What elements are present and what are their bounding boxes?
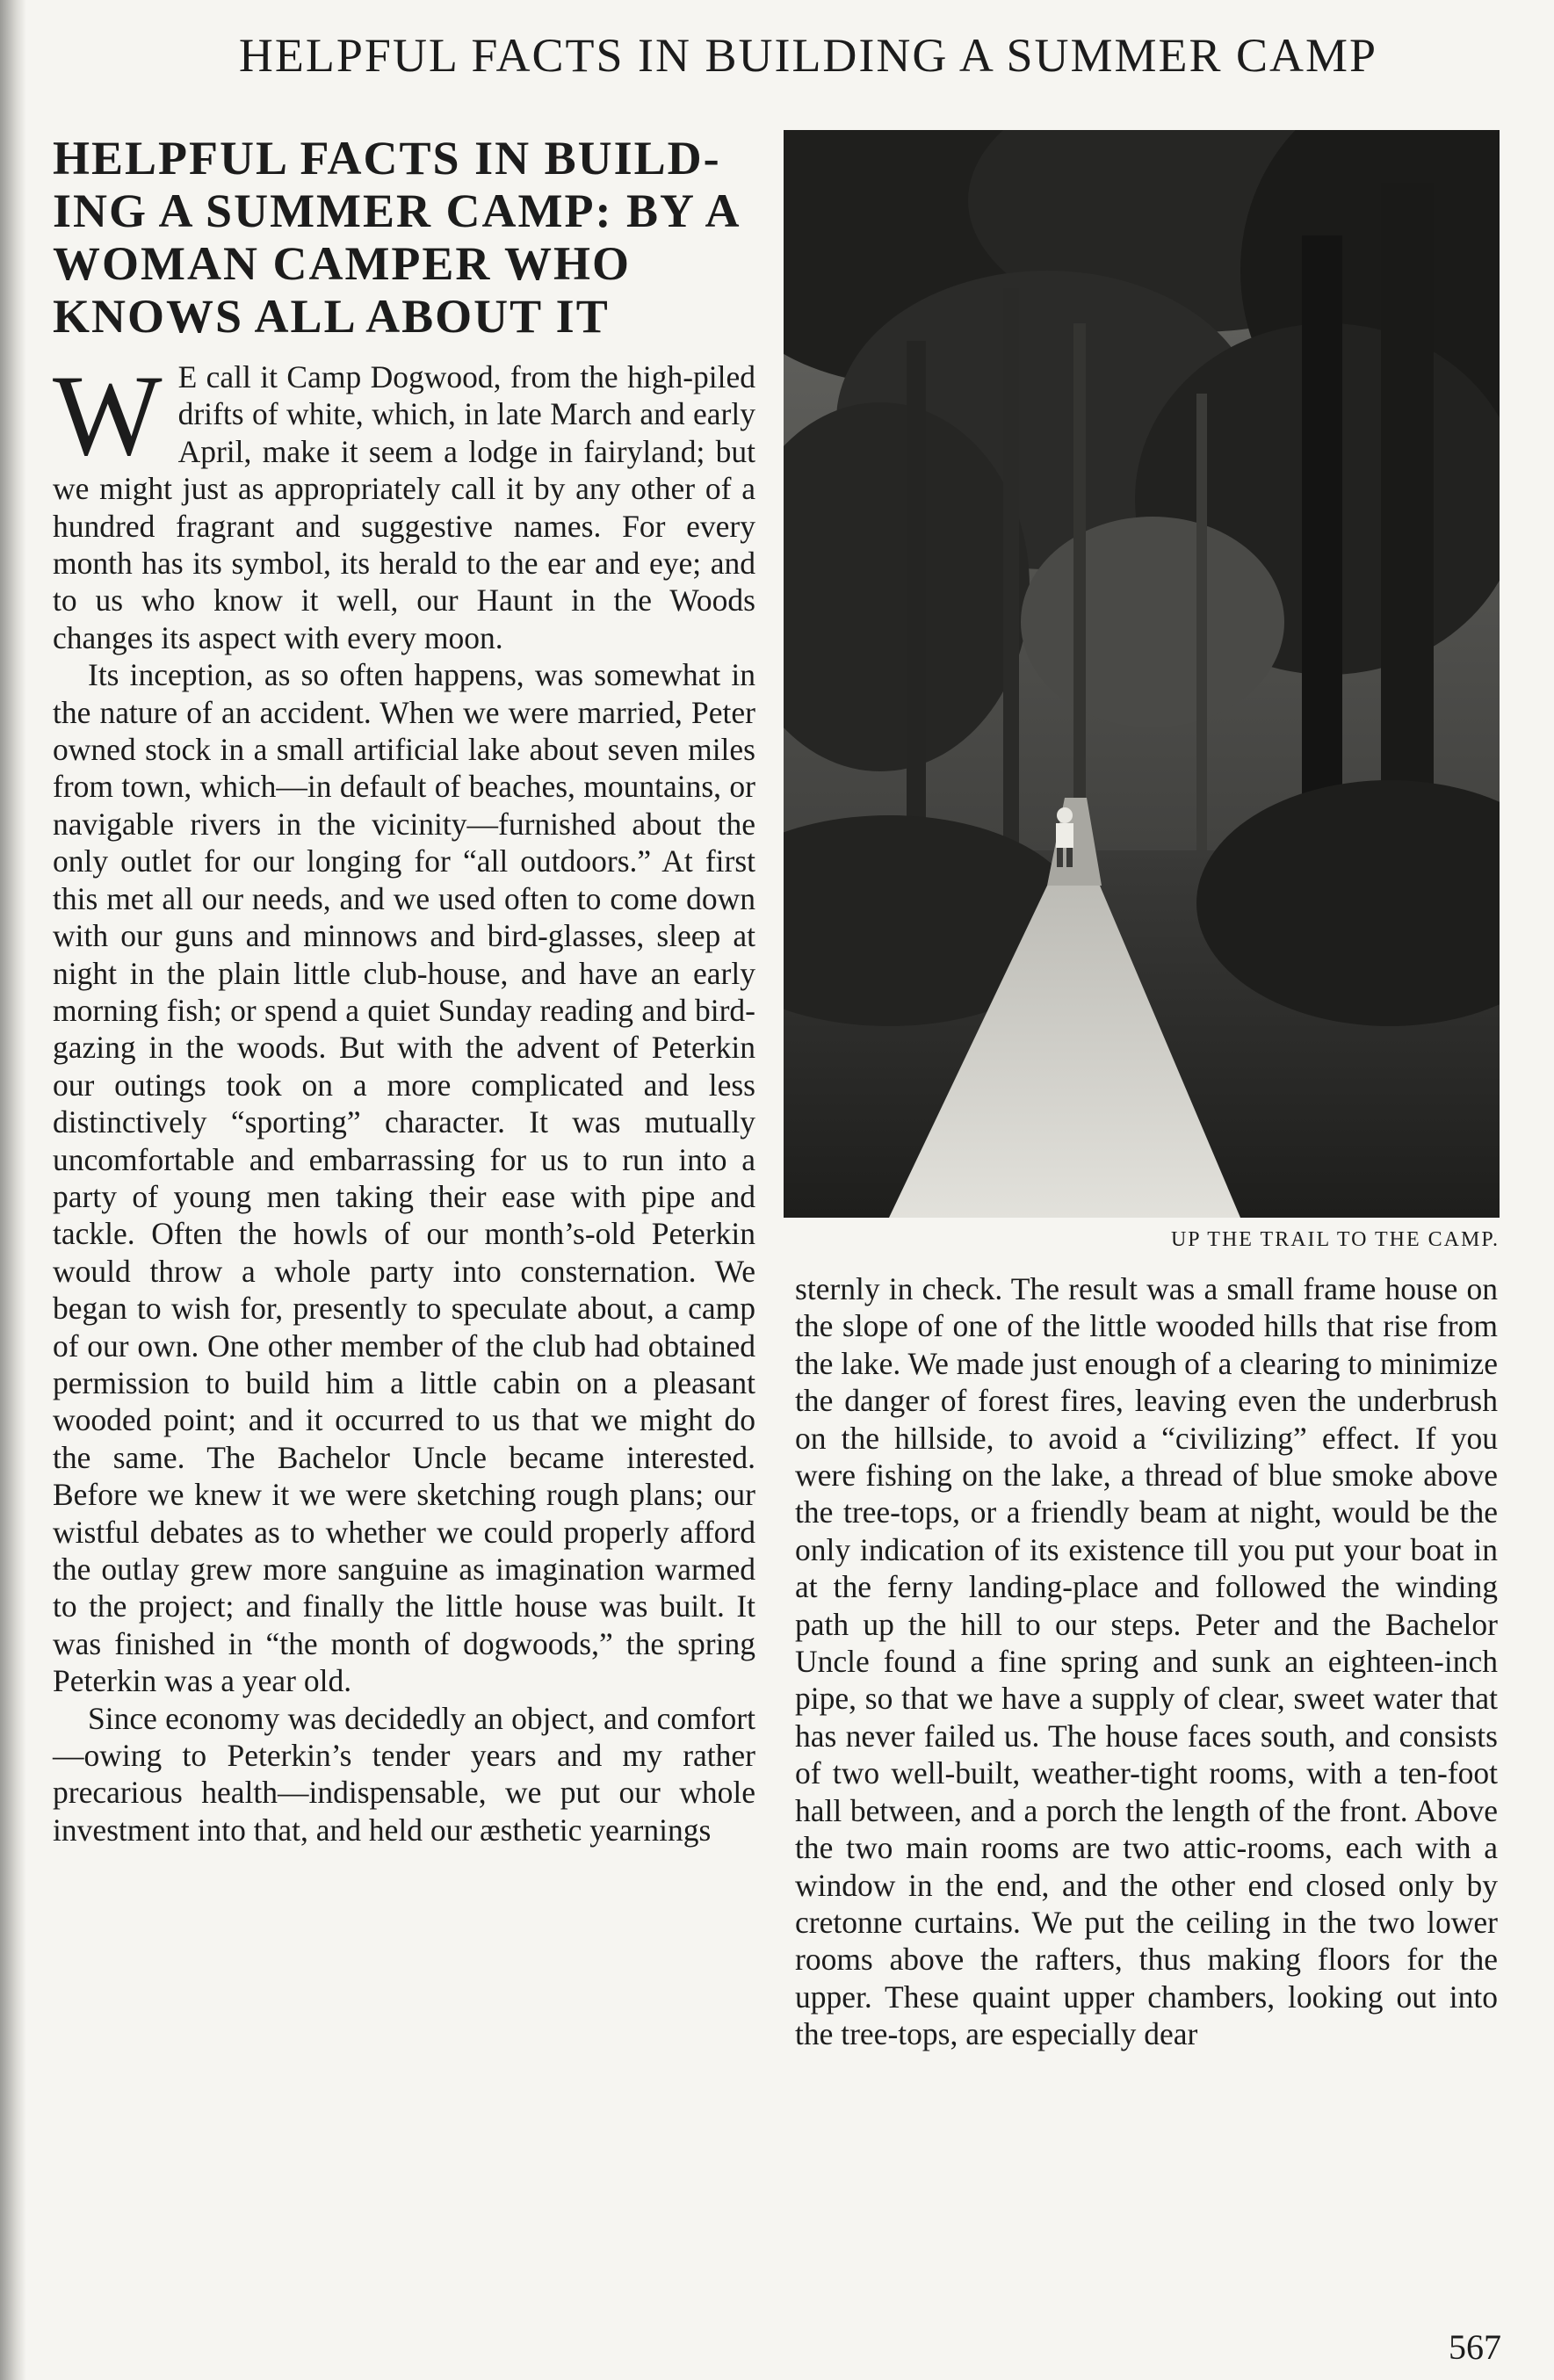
article-headline: HELPFUL FACTS IN BUILD-ING A SUMMER CAMP: BY A WOMAN CAMPER WHO KNOWS ALL ABOUT IT [53,132,739,343]
paragraph-3: Since economy was decidedly an object, and comfort—owing to Peterkin’s tender years and my rather precarious health—indispensable, we put our whole investment into that, and held our æsthetic yearnings [53,1700,755,1848]
right-column [795,1270,1498,2053]
drop-cap: W [53,351,163,480]
paragraph-1-text: E call it Camp Dogwood, from the high-piled drifts of white, which, in late March and early April, make it seem a lodge in fairyland; but we might just as appropriately call it by any other of a hundred fragrant and suggestive names. For every month has its symbol, its herald to the ear and eye; and to us who know it well, our Haunt in the Woods changes its aspect with every moon. [53,359,755,655]
forest-trail-image [784,130,1500,1218]
left-column [53,132,755,1848]
paragraph-1 [53,351,755,656]
left-column-text [53,351,755,1848]
page-number: 567 [1449,2327,1501,2367]
binding-shadow [0,0,26,2380]
paragraph-continued: sternly in check. The result was a small frame house on the slope of one of the little wooded hills that rise from the lake. We made just enough of a clearing to minimize the danger of forest fires, leaving even the underbrush on the hillside, to avoid a “civilizing” effect. If you were fishing on the lake, a thread of blue smoke above the tree-tops, or a friendly beam at night, would be the only indication of its existence till you put your boat in at the ferny landing-place and followed the winding path up the hill to our steps. Peter and the Bachelor Uncle found a fine spring and sunk an eighteen-inch pipe, so that we have a supply of clear, sweet water that has never failed us. The house faces south, and consists of two well-built, weather-tight rooms, with a ten-foot hall between, and a porch the length of the front. Above the two main rooms are two attic-rooms, each with a window in the end, and the other end closed only by cretonne curtains. We put the ceiling in the two lower rooms above the rafters, thus making floors for the upper. These quaint upper chambers, looking out into the tree-tops, are especially dear [795,1271,1498,2052]
photo-caption: UP THE TRAIL TO THE CAMP. [1170,1228,1500,1251]
trail-photograph [784,130,1500,1218]
paragraph-2: Its inception, as so often happens, was somewhat in the nature of an accident. When we were married, Peter owned stock in a small artificial lake about seven miles from town, which—in default of beaches, mountains, or navigable rivers in the vicinity—furnished about the only outlet for our longing for “all outdoors.” At first this met all our needs, and we used often to come down with our guns and minnows and bird-glasses, sleep at night in the plain little club-house, and have an early morning fish; or spend a quiet Sunday reading and bird-gazing in the woods. But with the advent of Peterkin our outings took on a more complicated and less distinctively “sporting” character. It was mutually uncomfortable and embarrassing for us to run into a party of young men taking their ease with pipe and tackle. Often the howls of our month’s-old Peterkin would throw a whole party into consternation. We began to wish for, presently to speculate about, a camp of our own. One other member of the club had obtained permission to build him a little cabin on a pleasant wooded point; and it occurred to us that we might do the same. The Bachelor Uncle became interested. Before we knew it we were sketching rough plans; our wistful debates as to whether we could properly afford the outlay grew more sanguine as imagination warmed to the project; and finally the little house was built. It was finished in “the month of dogwoods,” the spring Peterkin was a year old. [53,657,755,1699]
right-column-text [795,1270,1498,2053]
running-head: HELPFUL FACTS IN BUILDING A SUMMER CAMP [238,29,1378,82]
